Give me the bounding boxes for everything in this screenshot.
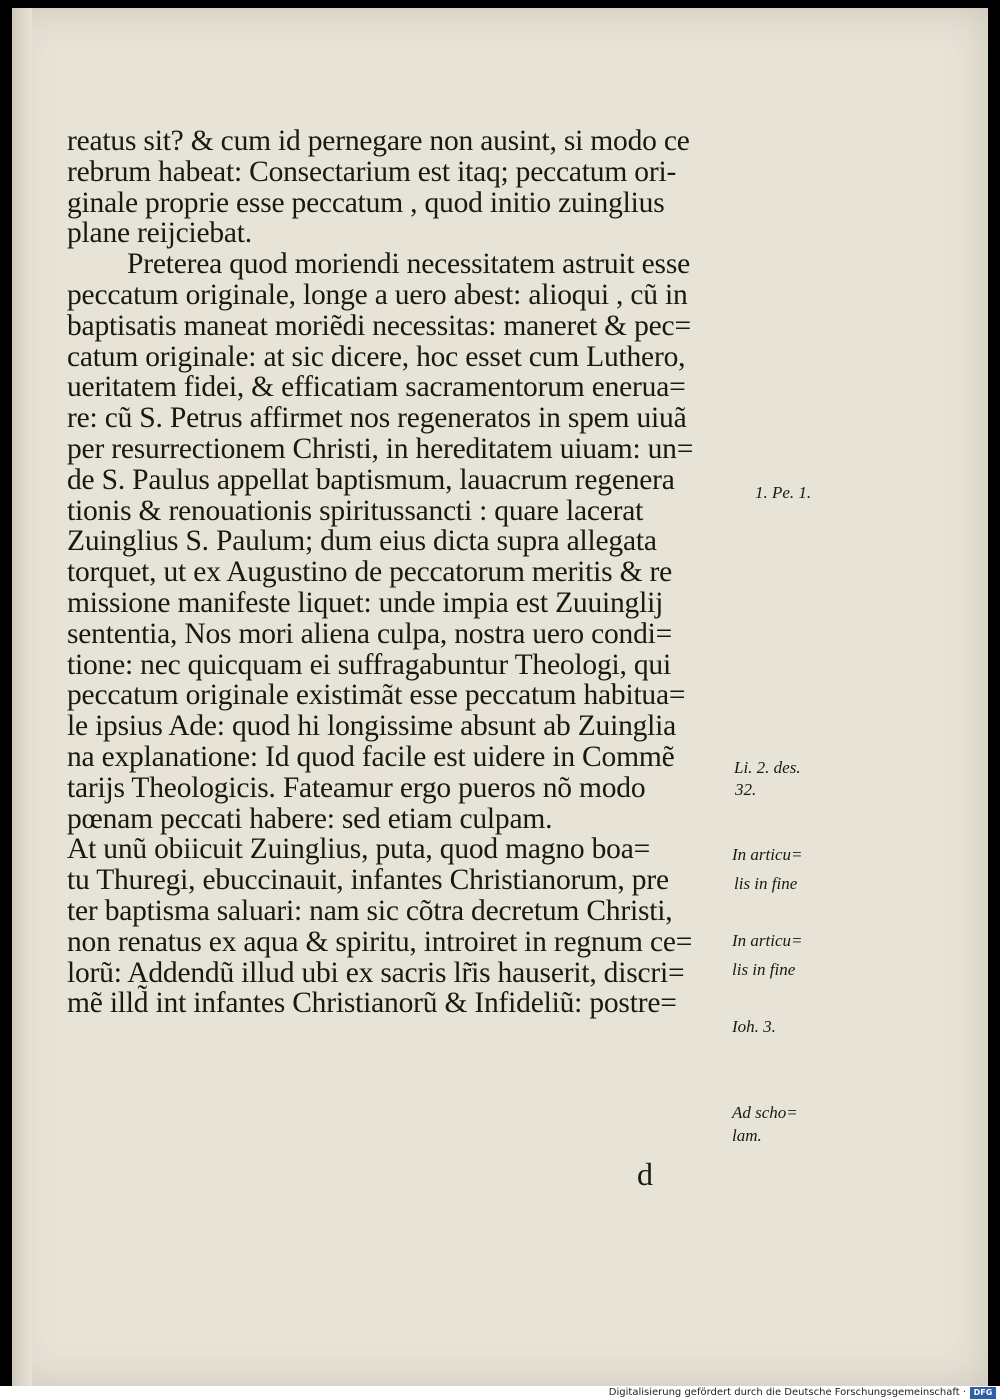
text-line: mẽ illd̃ int infantes Christianorũ & Infideliũ: postre=	[67, 987, 677, 1020]
text-line: baptisatis maneat moriẽdi necessitas: maneret & pec=	[67, 309, 691, 342]
margin-note: 32.	[735, 780, 757, 799]
text-line: le ipsius Ade: quod hi longissime absunt ab Zuinglia	[67, 710, 677, 743]
margin-note: 1. Pe. 1.	[755, 483, 812, 502]
text-line: peccatum originale existimãt esse peccatum habitua=	[67, 679, 686, 712]
margin-note: Ioh. 3.	[732, 1017, 776, 1036]
text-line: tionis & renouationis spiritussancti : quare lacerat	[67, 494, 644, 527]
text-line: catum originale: at sic dicere, hoc esset cum Luthero,	[67, 340, 686, 373]
text-line: per resurrectionem Christi, in hereditatem uiuam: un=	[67, 432, 694, 465]
text-line: tu Thuregi, ebuccinauit, infantes Christianorum, pre	[67, 864, 669, 897]
text-line: na explanatione: Id quod facile est uidere in Commẽ	[67, 740, 675, 773]
text-line: tione: nec quicquam ei suffragabuntur Theologi, qui	[67, 648, 671, 681]
funding-credit: Digitalisierung gefördert durch die Deutsche Forschungsgemeinschaft ·	[608, 1387, 966, 1398]
margin-note: lis in fine	[734, 874, 798, 893]
margin-note: Ad scho=	[732, 1103, 798, 1122]
footer-credit-bar	[0, 1386, 1000, 1400]
book-page	[12, 8, 988, 1386]
text-line: pœnam peccati habere: sed etiam culpam.	[67, 802, 553, 835]
text-line: At unũ obiicuit Zuinglius, puta, quod magno boa=	[67, 833, 651, 866]
text-line: tarijs Theologicis. Fateamur ergo pueros nõ modo	[67, 771, 646, 804]
margin-note: In articu=	[732, 845, 803, 864]
text-line: Preterea quod moriendi necessitatem astruit esse	[127, 248, 690, 281]
margin-note: lis in fine	[732, 960, 796, 979]
text-line: peccatum originale, longe a uero abest: alioqui , cũ in	[67, 278, 688, 311]
margin-note: In articu=	[732, 931, 803, 950]
text-line: plane reijciebat.	[67, 217, 252, 250]
text-line: de S. Paulus appellat baptismum, lauacrum regenera	[67, 463, 675, 496]
text-line: re: cũ S. Petrus affirmet nos regeneratos in spem uiuã	[67, 402, 687, 435]
text-line: sententia, Nos mori aliena culpa, nostra uero condi=	[67, 617, 673, 650]
text-line: ter baptisma saluari: nam sic cõtra decretum Christi,	[67, 894, 673, 927]
text-line: rebrum habeat: Consectarium est itaq; peccatum ori-	[67, 155, 677, 188]
text-line: non renatus ex aqua & spiritu, introiret in regnum ce=	[67, 925, 693, 958]
text-line: lorũ: Addendũ illud ubi ex sacris lr̃is hauserit, discri=	[67, 956, 685, 989]
dfg-logo: DFG	[970, 1387, 996, 1399]
text-line: Zuinglius S. Paulum; dum eius dicta supra allegata	[67, 525, 657, 558]
text-line: missione manifeste liquet: unde impia est Zuuinglij	[67, 586, 664, 619]
body-text	[67, 126, 757, 1019]
text-line: torquet, ut ex Augustino de peccatorum meritis & re	[67, 556, 673, 589]
text-line: reatus sit? & cum id pernegare non ausint, si modo ce	[67, 125, 690, 157]
page-gutter-shadow	[12, 8, 32, 1386]
margin-note: lam.	[732, 1126, 762, 1145]
margin-note: Li. 2. des.	[734, 758, 801, 777]
signature-mark: d	[637, 1156, 653, 1192]
text-line: ueritatem fidei, & efficatiam sacramentorum enerua=	[67, 371, 686, 404]
text-line: ginale proprie esse peccatum , quod initio zuinglius	[67, 186, 665, 219]
